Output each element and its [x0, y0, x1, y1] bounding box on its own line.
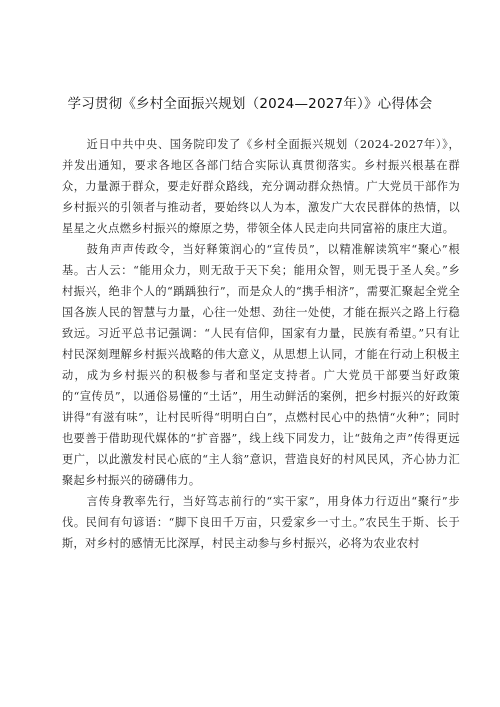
- paragraph-3: 言传身教率先行，当好笃志前行的“实干家”，用身体力行迈出“聚行”步伐。民间有句谚语：“脚下良田千万亩，只爱家乡一寸土。”农民生于斯、长于斯，对乡村的感情无比深厚，村民主动参与乡村振兴，必将为农业农村: [62, 495, 460, 550]
- document-title: 学习贯彻《乡村全面振兴规划（2024—2027年）》心得体会: [67, 96, 433, 112]
- document-body: [62, 134, 460, 554]
- paragraph-1: 近日中共中央、国务院印发了《乡村全面振兴规划（2024-2027年）》，并发出通知，要求各地区各部门结合实际认真贯彻落实。乡村振兴根基在群众，力量源于群众，要走好群众路线，充分调动群众热情。广大党员干部作为乡村振兴的引领者与推动者，要始终以人为本，激发广大农民群体的热情，以星星之火点燃乡村振兴的燎原之势，带领全体人民走向共同富裕的康庄大道。: [62, 138, 460, 235]
- paragraph-2: 鼓角声声传政令，当好释策润心的“宣传员”，以精准解读筑牢“聚心”根基。古人云：“能用众力，则无敌于天下矣；能用众智，则无畏于圣人矣。”乡村振兴，绝非个人的“踽踽独行”，而是众人的“携手相济”，需要汇聚起全党全国各族人民的智慧与力量，心往一处想、劲往一处使，才能在振兴之路上行稳致远。习近平总书记强调：“人民有信仰，国家有力量，民族有希望。”只有让村民深刻理解乡村振兴战略的伟大意义，从思想上认同，才能在行动上积极主动，成为乡村振兴的积极参与者和坚定支持者。广大党员干部要当好政策的“宣传员”，以通俗易懂的“土话”，用生动鲜活的案例，把乡村振兴的好政策讲得“有滋有味”，让村民听得“明明白白”，点燃村民心中的热情“火种”；同时也要善于借助现代媒体的“扩音器”，线上线下同发力，让“鼓角之声”传得更远更广，以此激发村民心底的“主人翁”意识，营造良好的村风民风，齐心协力汇聚起乡村振兴的磅礴伟力。: [62, 243, 460, 487]
